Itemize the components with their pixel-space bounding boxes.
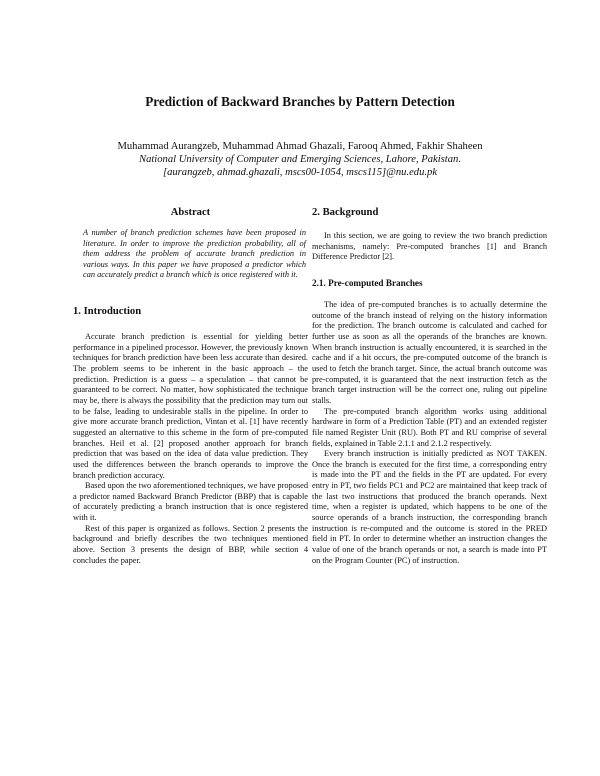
affiliation: National University of Computer and Emerging Sciences, Lahore, Pakistan. xyxy=(139,154,461,165)
left-column xyxy=(73,205,308,566)
abstract-text: A number of branch prediction schemes have been proposed in literature. In order to improve the prediction probability, all of them address the problem of accurate branch prediction in various ways. In this paper we have proposed a predictor which can accurately predict a branch which is once registered with it. xyxy=(83,228,306,280)
abstract-heading: Abstract xyxy=(170,207,211,218)
paper-title: Prediction of Backward Branches by Pattern Detection xyxy=(145,94,455,109)
right-column xyxy=(312,205,547,566)
precomputed-paragraph-1: The idea of pre-computed branches is to actually determine the outcome of the branch instead of relying on the history information for the prediction. The branch outcome is calculated and cached for further use as soon as all the operands of the branches are known. When branch instruction is actually encountered, it is searched in the cache and if a hit occurs, the pre-computed outcome of the branch is used to fetch the branch target. Since, the actual branch outcome was pre-computed, it is guaranteed that the next instruction fetch as the branch target instruction will be the correct one, ruling out pipeline stalls. xyxy=(312,299,547,405)
intro-paragraph-3: Rest of this paper is organized as follows. Section 2 presents the background and briefly describes the two techniques mentioned above. Section 3 presents the design of BBP, while section 4 concludes the paper. xyxy=(73,523,308,565)
precomputed-paragraph-2: The pre-computed branch algorithm works using additional hardware in form of a Prediction Table (PT) and an extended register file named Register Unit (RU). Both PT and RU comprise of several fields, explained in Table 2.1.1 and 2.1.2 respectively. xyxy=(312,406,547,448)
precomputed-paragraph-3: Every branch instruction is initially predicted as NOT TAKEN. Once the branch is executed for the first time, a corresponding entry is made into the PT and the fields in the PT are updated. For every entry in PT, two fields PC1 and PC2 are maintained that keep track of the last two instructions that produced the branch operands. Next time, when a register is updated, which happens to be one of the source operands of a branch instruction, the corresponding branch instruction is re-computed and the outcome is stored in the PRED field in PT. In order to determine whether an instruction changes the value of one of the branch operands or not, a search is made into PT on the Program Counter (PC) of instruction. xyxy=(312,449,547,565)
author-emails: [aurangzeb, ahmad.ghazali, mscs00-1054, mscs115]@nu.edu.pk xyxy=(162,167,438,178)
intro-paragraph-1: Accurate branch prediction is essential for yielding better performance in a pipelined processor. However, the previously known techniques for branch prediction have been less accurate than desired. The problem seems to be inherent in the basic approach – the prediction. Prediction is a guess – a speculation – that cannot be guaranteed to be correct. No matter, how sophisticated the technique may be, there is always the possibility that the prediction may turn out to be false, leading to undesirable stalls in the pipeline. In order to give more accurate branch prediction, Vintan et al. [1] have recently suggested an alternative to this scheme in the form of pre-computed branches. Heil et al. [2] proposed another approach for branch prediction that was based on the idea of data value prediction. They used the differences between the branch operands to improve the branch prediction accuracy. xyxy=(73,331,308,480)
introduction-heading: 1. Introduction xyxy=(73,305,142,317)
background-heading: 2. Background xyxy=(312,207,379,218)
precomputed-branches-heading: 2.1. Pre-computed Branches xyxy=(312,277,423,288)
background-intro: In this section, we are going to review the two branch prediction mechanisms, namely: Pre-computed branches [1] and Branch Difference Predictor [2]. xyxy=(312,231,547,262)
author-list: Muhammad Aurangzeb, Muhammad Ahmad Ghazali, Farooq Ahmed, Fakhir Shaheen xyxy=(117,141,483,152)
intro-paragraph-2: Based upon the two aforementioned techniques, we have proposed a predictor named Backward Branch Predictor (BBP) that is capable of accurately predicting a branch instruction that is once registered with it. xyxy=(73,481,308,523)
